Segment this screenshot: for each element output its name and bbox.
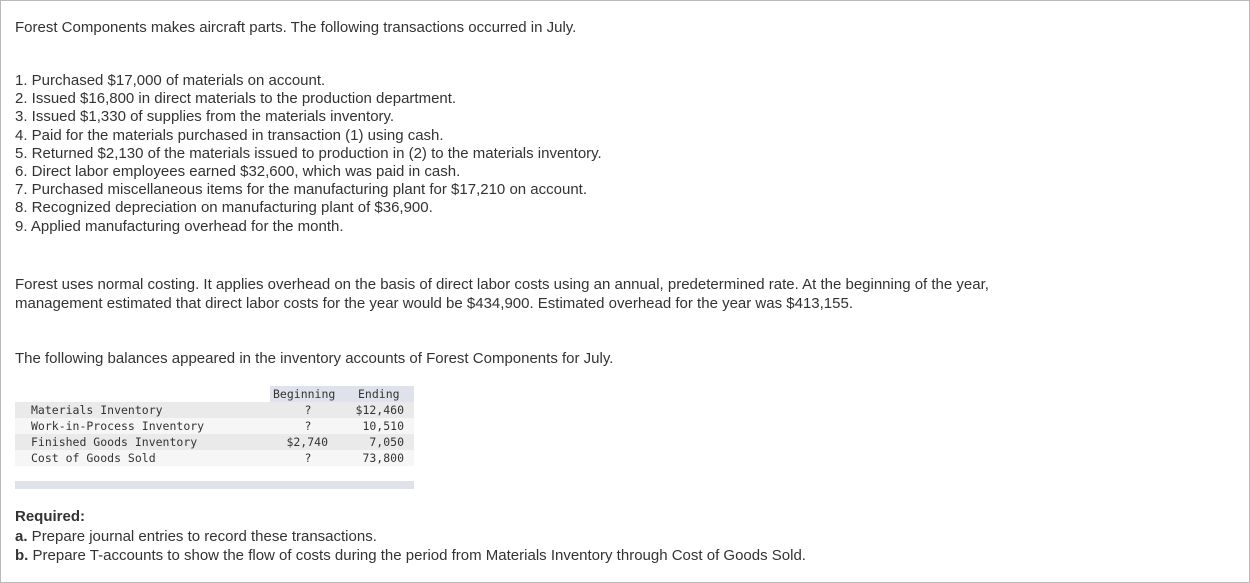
table-spacer (15, 466, 414, 481)
account-name: Finished Goods Inventory (31, 435, 198, 449)
table-header-row (15, 386, 414, 402)
intro-text: Forest Components makes aircraft parts. The following transactions occurred in July. (15, 19, 577, 36)
transaction-item: 4. Paid for the materials purchased in transaction (1) using cash. (15, 126, 444, 144)
required-item-letter: b. (15, 547, 29, 564)
required-item-b (15, 546, 806, 566)
costing-paragraph: Forest uses normal costing. It applies overhead on the basis of direct labor costs using an annual, predetermined rate. At the beginning of the year, management estimated that direct labor costs for the year would be $434,900. Estimated overhead for the year was $413,155. (15, 276, 989, 312)
inventory-balances-table (15, 386, 414, 489)
header-beginning: Beginning (273, 387, 336, 401)
account-name: Materials Inventory (31, 403, 163, 417)
required-section (15, 507, 806, 566)
beginning-value: ? (304, 419, 312, 433)
table-row (15, 450, 414, 466)
account-name: Work-in-Process Inventory (31, 419, 205, 433)
transaction-item: 9. Applied manufacturing overhead for the month. (15, 217, 344, 235)
transaction-item: 3. Issued $1,330 of supplies from the materials inventory. (15, 108, 395, 126)
required-item-text: Prepare journal entries to record these transactions. (27, 527, 377, 545)
beginning-value: ? (304, 451, 312, 465)
required-item-a (15, 527, 806, 547)
ending-value: 10,510 (362, 419, 404, 433)
balances-intro: The following balances appeared in the inventory accounts of Forest Components for July. (15, 350, 614, 367)
table-row (15, 402, 414, 418)
required-item-letter: a. (15, 527, 28, 545)
beginning-value: ? (304, 403, 312, 417)
table-row (15, 434, 414, 450)
ending-value: $12,460 (355, 403, 404, 417)
transaction-list (15, 72, 602, 236)
account-name: Cost of Goods Sold (31, 451, 156, 465)
transaction-item: 8. Recognized depreciation on manufacturing plant of $36,900. (15, 199, 433, 217)
beginning-value: $2,740 (286, 435, 328, 449)
table-footer-bar (15, 481, 414, 489)
header-ending: Ending (358, 387, 400, 401)
transaction-item: 5. Returned $2,130 of the materials issued to production in (2) to the materials inventory. (15, 144, 602, 162)
required-title: Required: (15, 508, 86, 525)
transaction-item: 7. Purchased miscellaneous items for the manufacturing plant for $17,210 on account. (15, 181, 587, 199)
transaction-item: 1. Purchased $17,000 of materials on account. (15, 72, 326, 89)
transaction-item: 6. Direct labor employees earned $32,600, which was paid in cash. (15, 163, 461, 181)
required-item-text: Prepare T-accounts to show the flow of costs during the period from Materials Inventory through Cost of Goods Sold. (28, 547, 806, 564)
table-row (15, 418, 414, 434)
transaction-item: 2. Issued $16,800 in direct materials to the production department. (15, 90, 457, 108)
ending-value: 73,800 (362, 451, 404, 465)
ending-value: 7,050 (369, 435, 404, 449)
